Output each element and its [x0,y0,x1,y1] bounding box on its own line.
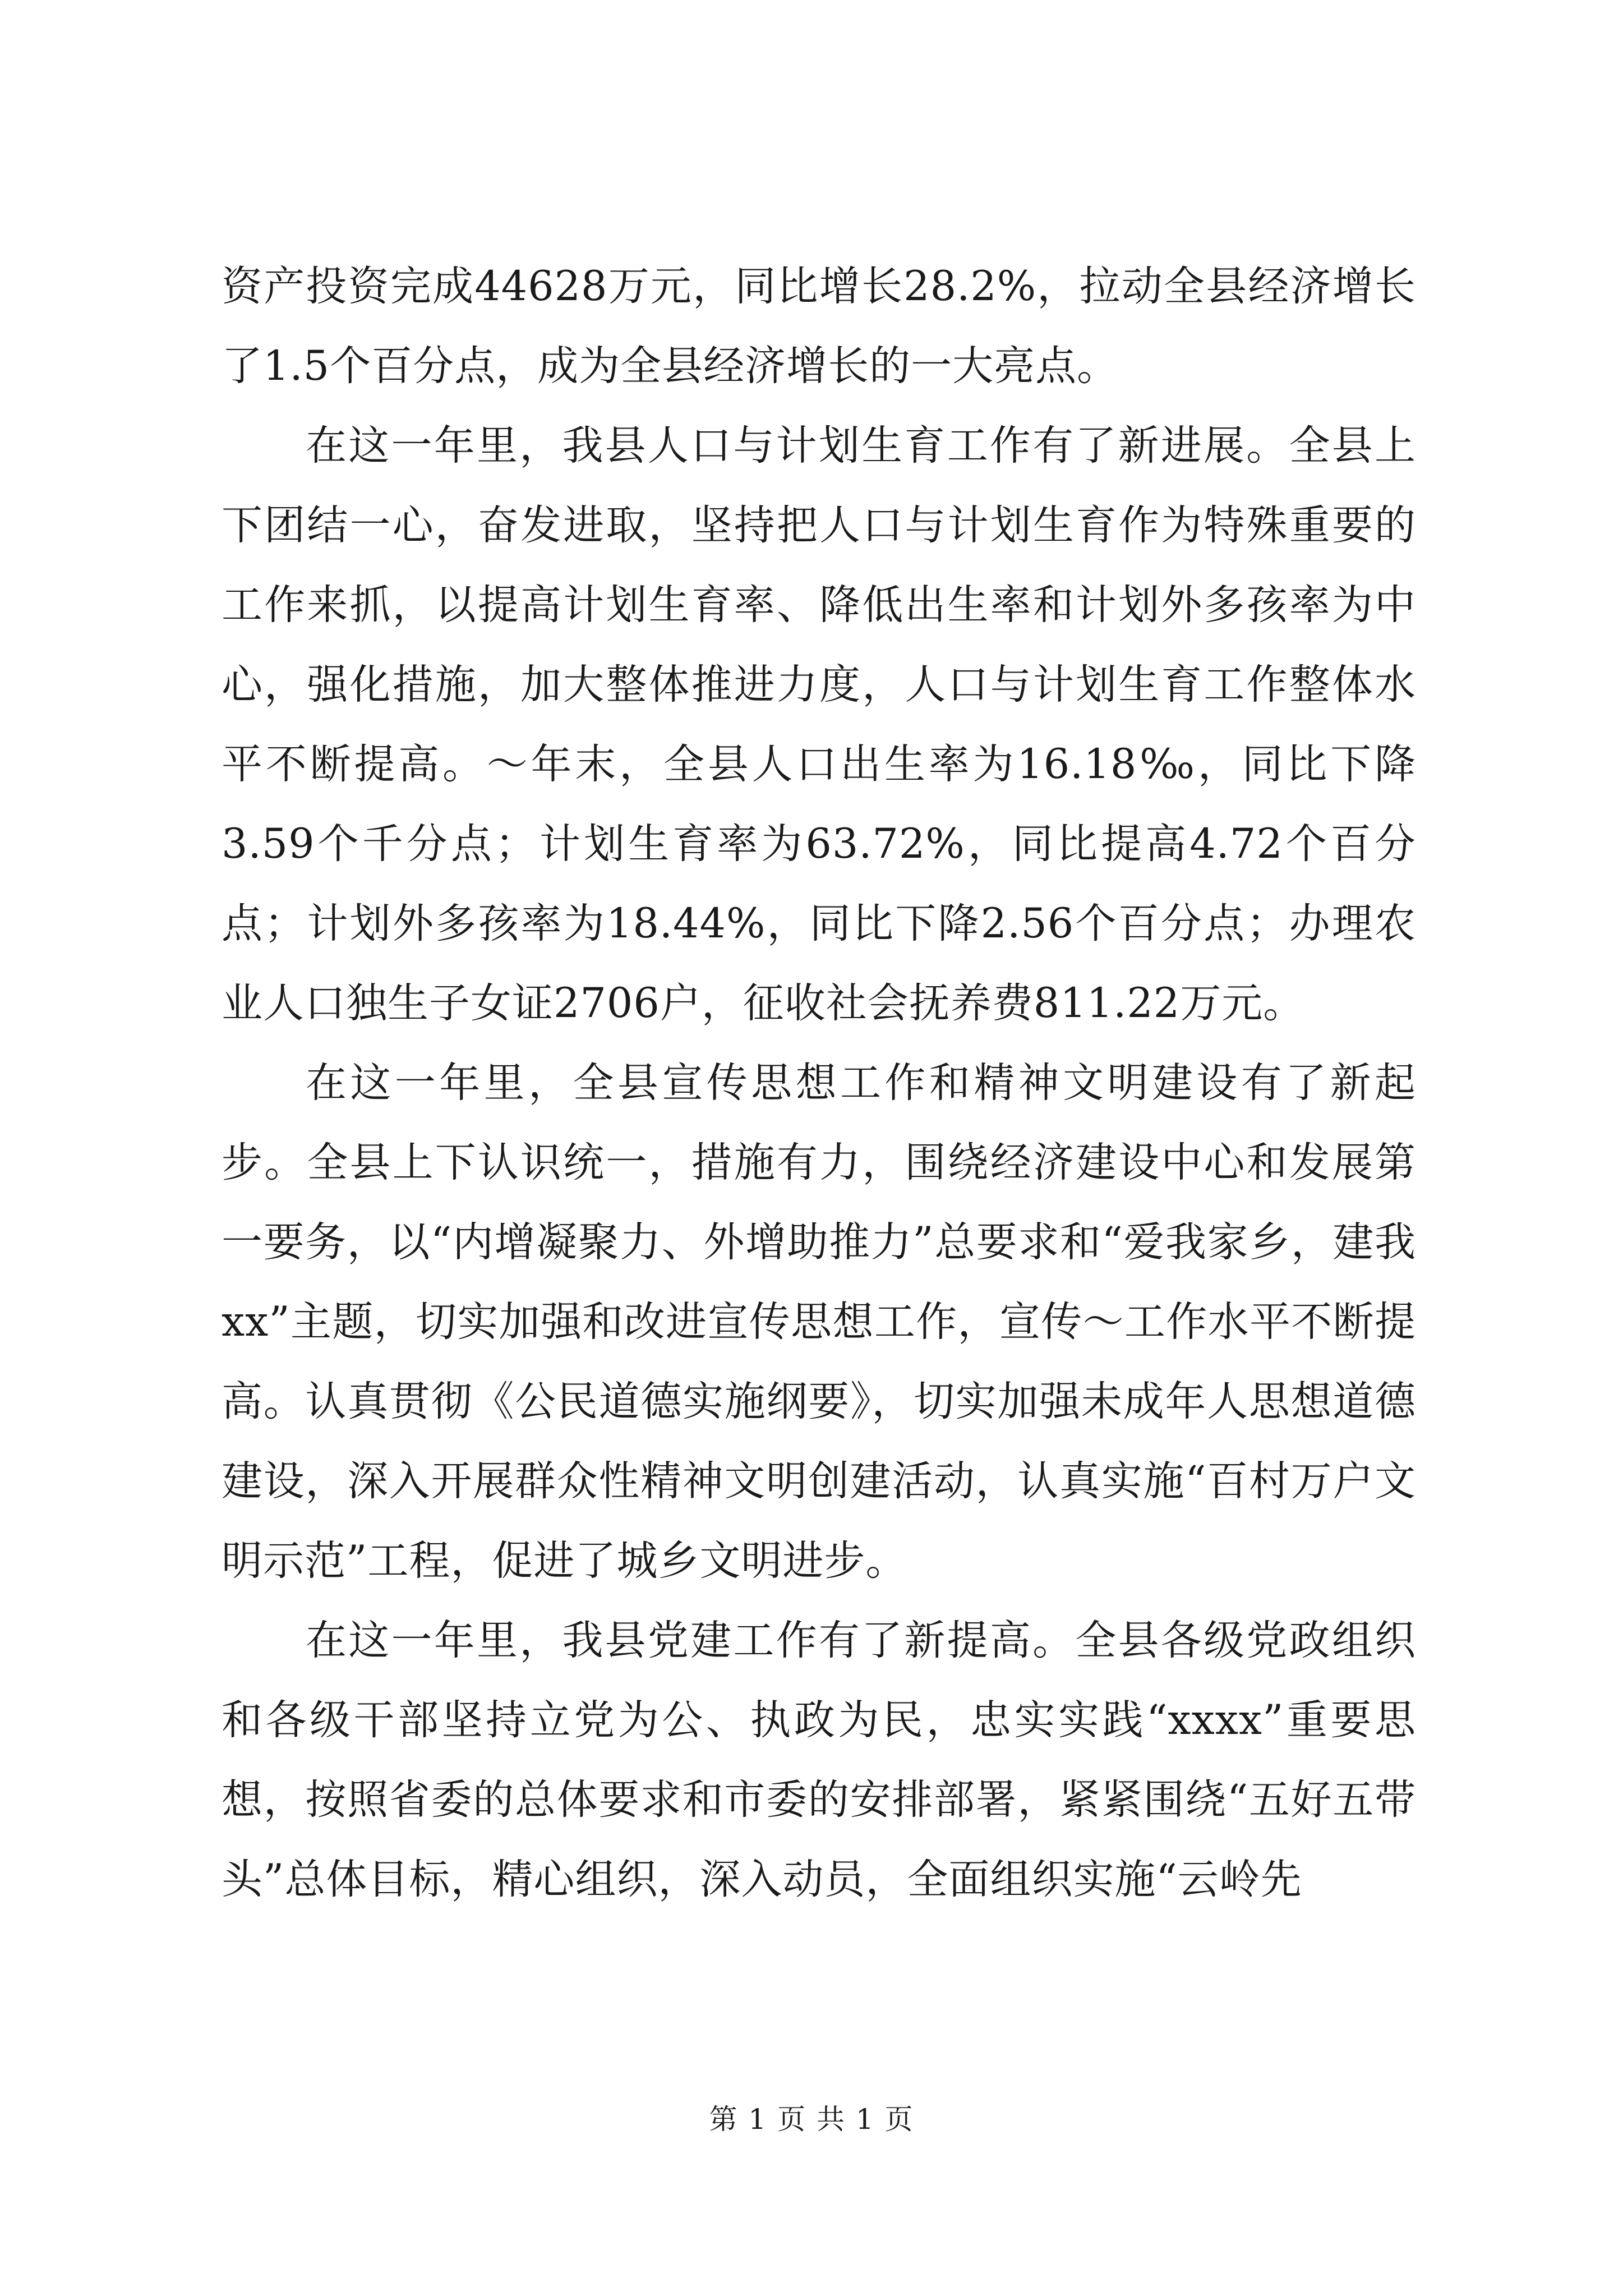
paragraph-party-building: 在这一年里，我县党建工作有了新提高。全县各级党政组织和各级干部坚持立党为公、执政为民，忠实实践“xxxx”重要思想，按照省委的总体要求和市委的安排部署，紧紧围绕“五好五带头”总体目标，精心组织，深入动员，全面组织实施“云岭先 [222,1617,1416,1903]
paragraph-population-planning: 在这一年里，我县人口与计划生育工作有了新进展。全县上下团结一心，奋发进取，坚持把人口与计划生育作为特殊重要的工作来抓，以提高计划生育率、降低出生率和计划外多孩率为中心，强化措施，加大整体推进力度，人口与计划生育工作整体水平不断提高。～年末，全县人口出生率为16.18‰，同比下降3.59个千分点；计划生育率为63.72%，同比提高4.72个百分点；计划外多孩率为18.44%，同比下降2.56个百分点；办理农业人口独生子女证2706户，征收社会抚养费811.22万元。 [222,422,1416,1027]
paragraph-publicity-civilization: 在这一年里，全县宣传思想工作和精神文明建设有了新起步。全县上下认识统一，措施有力，围绕经济建设中心和发展第一要务，以“内增凝聚力、外增助推力”总要求和“爱我家乡，建我xx”主题，切实加强和改进宣传思想工作，宣传～工作水平不断提高。认真贯彻《公民道德实施纲要》，切实加强未成年人思想道德建设，深入开展群众性精神文明创建活动，认真实施“百村万户文明示范”工程，促进了城乡文明进步。 [222,1059,1416,1585]
document-body [222,247,1416,1920]
paragraph-continuation: 资产投资完成44628万元，同比增长28.2%，拉动全县经济增长了1.5个百分点，成为全县经济增长的一大亮点。 [222,263,1416,390]
page-number-footer: 第 1 页 共 1 页 [709,2103,914,2136]
